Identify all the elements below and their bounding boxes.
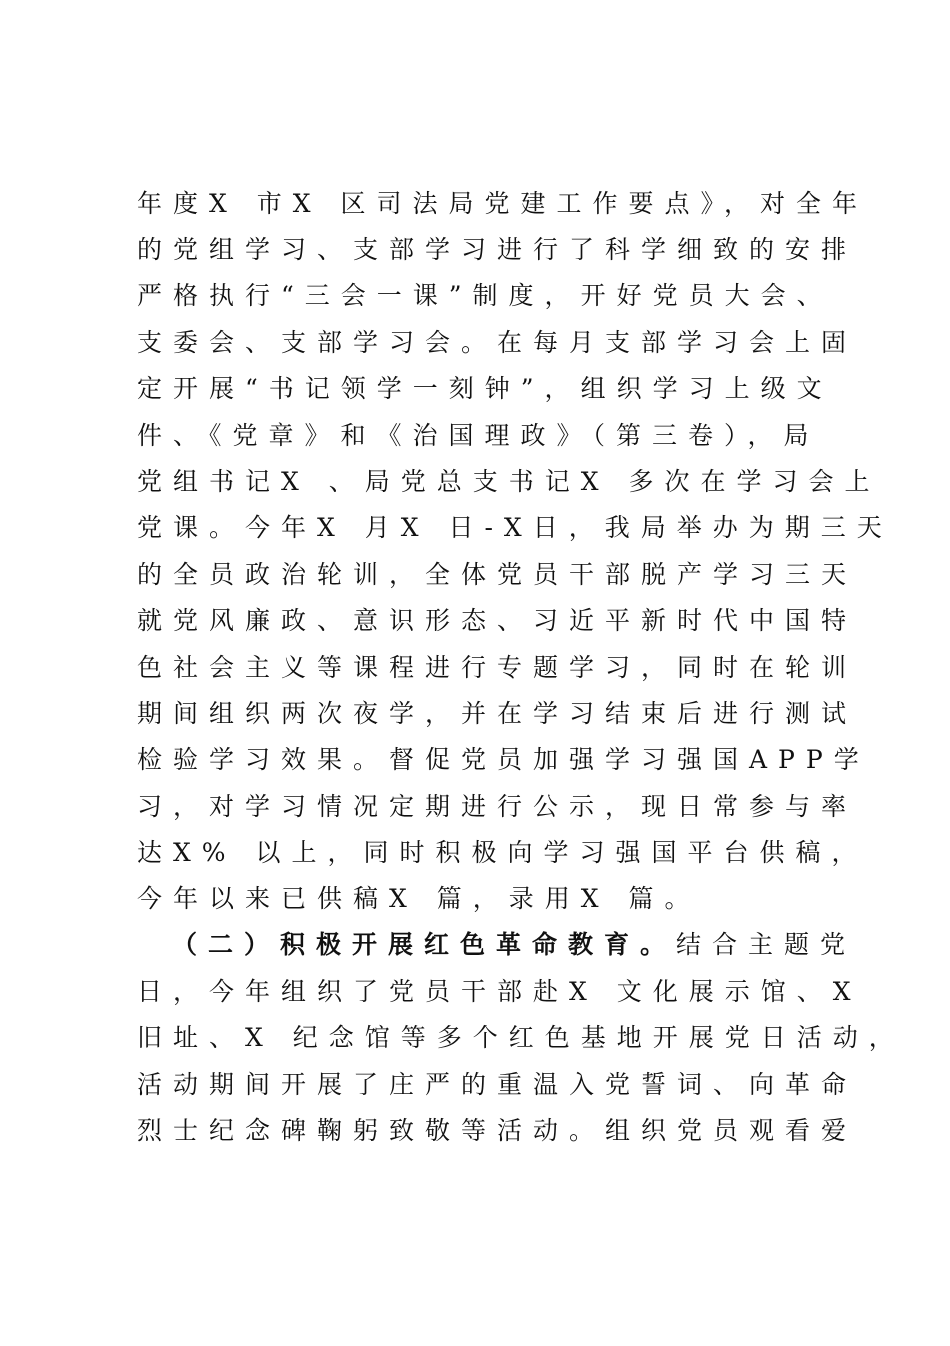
paragraph-line-2: 的党组学习、支部学习进行了科学细致的安排 bbox=[137, 235, 858, 264]
paragraph-line-11: 色社会主义等课程进行专题学习，同时在轮训 bbox=[137, 653, 858, 682]
paragraph-line-12: 期间组织两次夜学，并在学习结束后进行测试 bbox=[137, 699, 858, 728]
paragraph-line-13: 检验学习效果。督促党员加强学习强国APP学 bbox=[137, 745, 870, 774]
section-2-line-3: 旧址、X 纪念馆等多个红色基地开展党日活动， bbox=[137, 1023, 905, 1052]
paragraph-line-10: 就党风廉政、意识形态、习近平新时代中国特 bbox=[137, 606, 858, 635]
paragraph-line-5: 定开展“书记领学一刻钟”，组织学习上级文 bbox=[137, 374, 833, 403]
paragraph-line-7: 党组书记X 、局党总支书记X 多次在学习会上 bbox=[137, 467, 881, 496]
paragraph-line-3: 严格执行“三会一课”制度，开好党员大会、 bbox=[137, 281, 833, 310]
section-2-heading: （二）积极开展红色革命教育。 bbox=[172, 930, 677, 959]
paragraph-line-4: 支委会、支部学习会。在每月支部学习会上固 bbox=[137, 328, 858, 357]
paragraph-line-14: 习，对学习情况定期进行公示，现日常参与率 bbox=[137, 792, 858, 821]
paragraph-line-15: 达X% 以上，同时积极向学习强国平台供稿， bbox=[137, 838, 868, 867]
paragraph-line-9: 的全员政治轮训，全体党员干部脱产学习三天 bbox=[137, 560, 858, 589]
section-2-line-4: 活动期间开展了庄严的重温入党誓词、向革命 bbox=[137, 1070, 858, 1099]
section-2-first-line-text: 结合主题党 bbox=[676, 930, 857, 959]
paragraph-line-16: 今年以来已供稿X 篇，录用X 篇。 bbox=[137, 884, 701, 913]
section-2-line-2: 日，今年组织了党员干部赴X 文化展示馆、X bbox=[137, 977, 862, 1006]
paragraph-line-1: 年度X 市X 区司法局党建工作要点》，对全年 bbox=[137, 189, 868, 218]
section-2-first-line bbox=[172, 925, 857, 965]
paragraph-line-8: 党课。今年X 月X 日-X日，我局举办为期三天 bbox=[137, 513, 893, 542]
section-2-line-5: 烈士纪念碑鞠躬致敬等活动。组织党员观看爱 bbox=[137, 1116, 858, 1145]
paragraph-line-6: 件、《党章》和《治国理政》（第三卷），局 bbox=[137, 421, 820, 450]
